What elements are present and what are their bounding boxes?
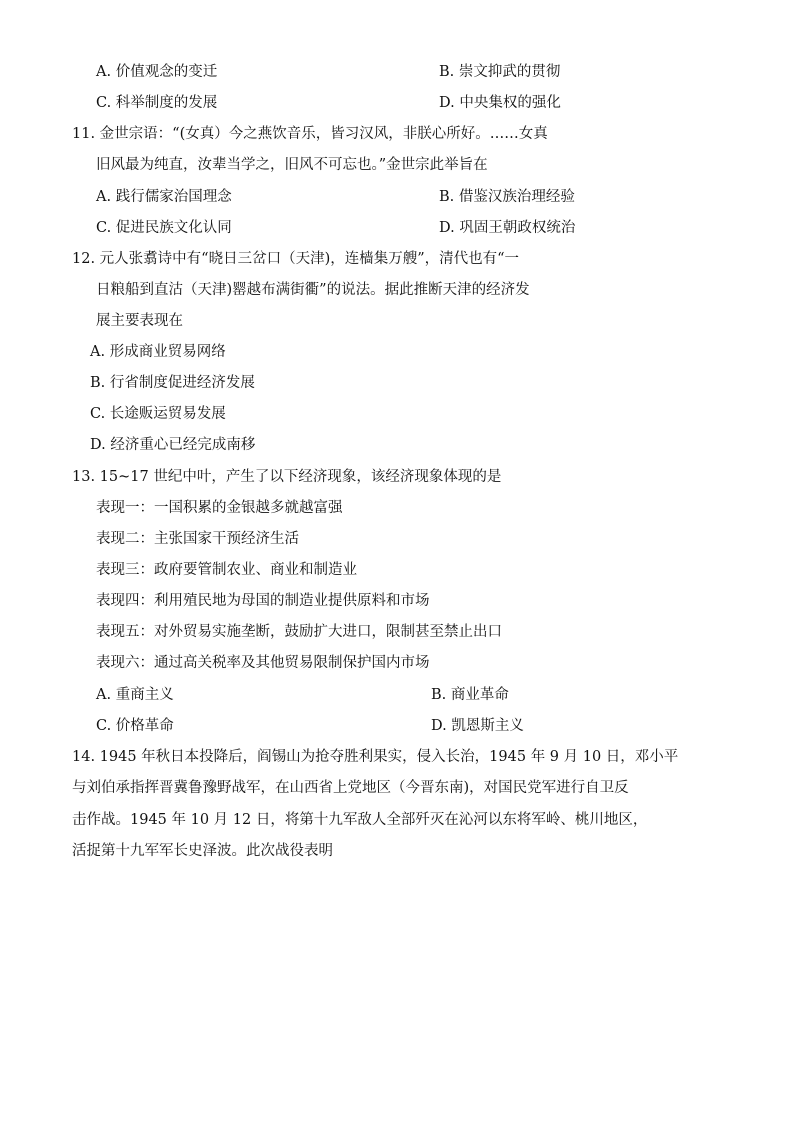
q13-item-4: 表现四：利用殖民地为母国的制造业提供原料和市场 bbox=[96, 593, 430, 609]
q13-item-3: 表现三：政府要管制农业、商业和制造业 bbox=[96, 562, 357, 578]
q11-option-d: D. 巩固王朝政权统治 bbox=[439, 220, 576, 236]
q11-option-a: A. 践行儒家治国理念 bbox=[96, 189, 232, 205]
q10-option-c: C. 科举制度的发展 bbox=[96, 95, 218, 111]
q11-stem-line1: 11. 金世宗语：“(女真）今之燕饮音乐，皆习汉风，非朕心所好。……女真 bbox=[72, 126, 548, 142]
q14-line-1: 14. 1945 年秋日本投降后，阎锡山为抢夺胜利果实，侵入长治，1945 年 9 月 10 日，邓小平 bbox=[72, 749, 679, 765]
q14-line-3: 击作战。1945 年 10 月 12 日，将第十九军敌人全部歼灭在沁河以东将军岭、桃川地区， bbox=[72, 812, 648, 828]
q11-option-c: C. 促进民族文化认同 bbox=[96, 220, 232, 236]
q13-option-c: C. 价格革命 bbox=[96, 718, 174, 734]
q11-option-b: B. 借鉴汉族治理经验 bbox=[439, 189, 575, 205]
q14-line-4: 活捉第十九军军长史泽波。此次战役表明 bbox=[72, 843, 333, 859]
q13-item-2: 表现二：主张国家干预经济生活 bbox=[96, 531, 299, 547]
q13-item-5: 表现五：对外贸易实施垄断，鼓励扩大进口，限制甚至禁止出口 bbox=[96, 624, 502, 640]
q13-option-a: A. 重商主义 bbox=[96, 687, 174, 703]
q12-option-a: A. 形成商业贸易网络 bbox=[90, 344, 226, 360]
q12-stem-line2: 日粮船到直沽（天津)罂越布满街衢”的说法。据此推断天津的经济发 bbox=[96, 282, 530, 298]
q10-option-d: D. 中央集权的强化 bbox=[439, 95, 561, 111]
q12-stem-line3: 展主要表现在 bbox=[96, 313, 183, 329]
q10-option-b: B. 崇文抑武的贯彻 bbox=[439, 64, 561, 80]
q10-option-a: A. 价值观念的变迁 bbox=[96, 64, 218, 80]
q13-option-b: B. 商业革命 bbox=[431, 687, 509, 703]
q12-option-b: B. 行省制度促进经济发展 bbox=[90, 375, 255, 391]
q11-stem-line2: 旧风最为纯直，汝辈当学之，旧风不可忘也。”金世宗此举旨在 bbox=[96, 157, 488, 173]
q12-option-d: D. 经济重心已经完成南移 bbox=[90, 437, 256, 453]
q12-stem-line1: 12. 元人张翥诗中有“晓日三岔口（天津)，连樯集万艘”，清代也有“一 bbox=[72, 251, 520, 267]
q13-option-d: D. 凯恩斯主义 bbox=[431, 718, 524, 734]
q12-option-c: C. 长途贩运贸易发展 bbox=[90, 406, 226, 422]
q13-item-6: 表现六：通过高关税率及其他贸易限制保护国内市场 bbox=[96, 655, 430, 671]
q13-stem: 13. 15~17 世纪中叶，产生了以下经济现象，该经济现象体现的是 bbox=[72, 469, 502, 485]
q13-item-1: 表现一：一国积累的金银越多就越富强 bbox=[96, 500, 343, 516]
q14-line-2: 与刘伯承指挥晋冀鲁豫野战军，在山西省上党地区（今晋东南)，对国民党军进行自卫反 bbox=[72, 780, 629, 796]
